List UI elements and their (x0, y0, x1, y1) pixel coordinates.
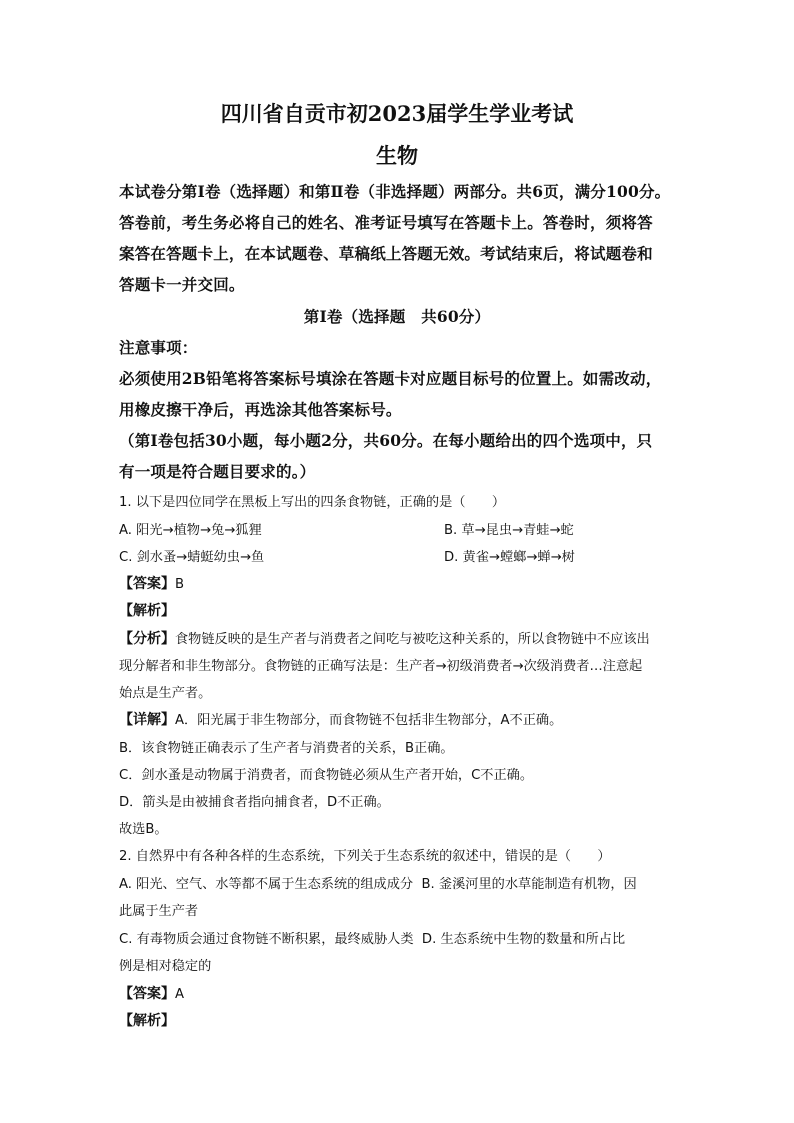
notice-line-2: 用橡皮擦干净后，再选涂其他答案标号。 (119, 400, 402, 419)
detail-text-1: A．阳光属于非生物部分，而食物链不包括非生物部分，A不正确。 (175, 713, 563, 728)
q2-analysis-tag: 【解析】 (119, 1013, 175, 1029)
q1-conclusion: 故选B。 (119, 822, 168, 837)
notice-title: 注意事项： (119, 338, 198, 357)
q1-fenxi-line-3: 始点是生产者。 (119, 686, 212, 701)
q2-option-a: A. 阳光、空气、水等都不属于生态系统的组成成分 (119, 877, 414, 892)
q1-answer (119, 573, 184, 593)
q2-option-b-cont: 此属于生产者 (119, 904, 199, 919)
intro-line-1: 本试卷分第Ⅰ卷（选择题）和第Ⅱ卷（非选择题）两部分。共6页，满分100分。 (119, 182, 671, 201)
q2-option-d-cont: 例是相对稳定的 (119, 959, 212, 974)
notice-line-1: 必须使用2B铅笔将答案标号填涂在答题卡对应题目标号的位置上。如需改动， (119, 369, 662, 388)
intro-line-4: 答题卡一并交回。 (119, 275, 245, 294)
fenxi-text-1: 食物链反映的是生产者与消费者之间吃与被吃这种关系的，所以食物链中不应该出 (175, 632, 650, 647)
detail-tag: 【详解】 (119, 712, 175, 728)
q1-fenxi-line-1 (119, 628, 650, 648)
subject-title: 生物 (376, 143, 418, 168)
answer-value: B (175, 577, 185, 592)
q1-analysis-tag: 【解析】 (119, 603, 175, 619)
q1-option-c: C. 剑水蚤→蜻蜓幼虫→鱼 (119, 550, 265, 565)
answer-value: A (175, 987, 185, 1002)
rule-line-1: （第Ⅰ卷包括30小题，每小题2分，共60分。在每小题给出的四个选项中，只 (119, 431, 653, 450)
answer-tag: 【答案】 (119, 986, 175, 1002)
q2-options-row-1 (119, 873, 637, 892)
q2-stem: 2. 自然界中有各种各样的生态系统，下列关于生态系统的叙述中，错误的是（ ） (119, 849, 611, 864)
q1-option-a: A. 阳光→植物→兔→狐狸 (119, 523, 262, 538)
q1-detail-line-3: C．剑水蚤是动物属于消费者，而食物链必须从生产者开始，C不正确。 (119, 768, 534, 783)
answer-tag: 【答案】 (119, 576, 175, 592)
intro-line-3: 案答在答题卡上，在本试题卷、草稿纸上答题无效。考试结束后，将试题卷和 (119, 244, 653, 263)
q2-answer (119, 983, 184, 1003)
exam-title: 四川省自贡市初2023届学生学业考试 (220, 101, 574, 126)
rule-line-2: 有一项是符合题目要求的。） (119, 462, 316, 481)
q2-option-b: B. 釜溪河里的水草能制造有机物，因 (421, 877, 637, 892)
q1-option-d: D. 黄雀→螳螂→蝉→树 (444, 550, 575, 565)
intro-line-2: 答卷前，考生务必将自己的姓名、准考证号填写在答题卡上。答卷时，须将答 (119, 213, 653, 232)
q1-stem: 1. 以下是四位同学在黑板上写出的四条食物链，正确的是（ ） (119, 495, 506, 510)
q2-option-c: C. 有毒物质会通过食物链不断积累，最终威胁人类 (119, 932, 414, 947)
q1-detail-line-2: B．该食物链正确表示了生产者与消费者的关系，B正确。 (119, 741, 454, 756)
q1-option-b: B. 草→昆虫→青蛙→蛇 (444, 523, 574, 538)
q1-detail-line-4: D．箭头是由被捕食者指向捕食者，D不正确。 (119, 795, 390, 810)
section-heading: 第Ⅰ卷（选择题 共60分） (303, 307, 491, 326)
fenxi-tag: 【分析】 (119, 631, 175, 647)
q2-option-d: D. 生态系统中生物的数量和所占比 (421, 932, 626, 947)
q1-fenxi-line-2: 现分解者和非生物部分。食物链的正确写法是：生产者→初级消费者→次级消费者…注意起 (119, 659, 643, 674)
q1-detail-line-1 (119, 709, 562, 729)
q2-options-row-2 (119, 928, 625, 947)
